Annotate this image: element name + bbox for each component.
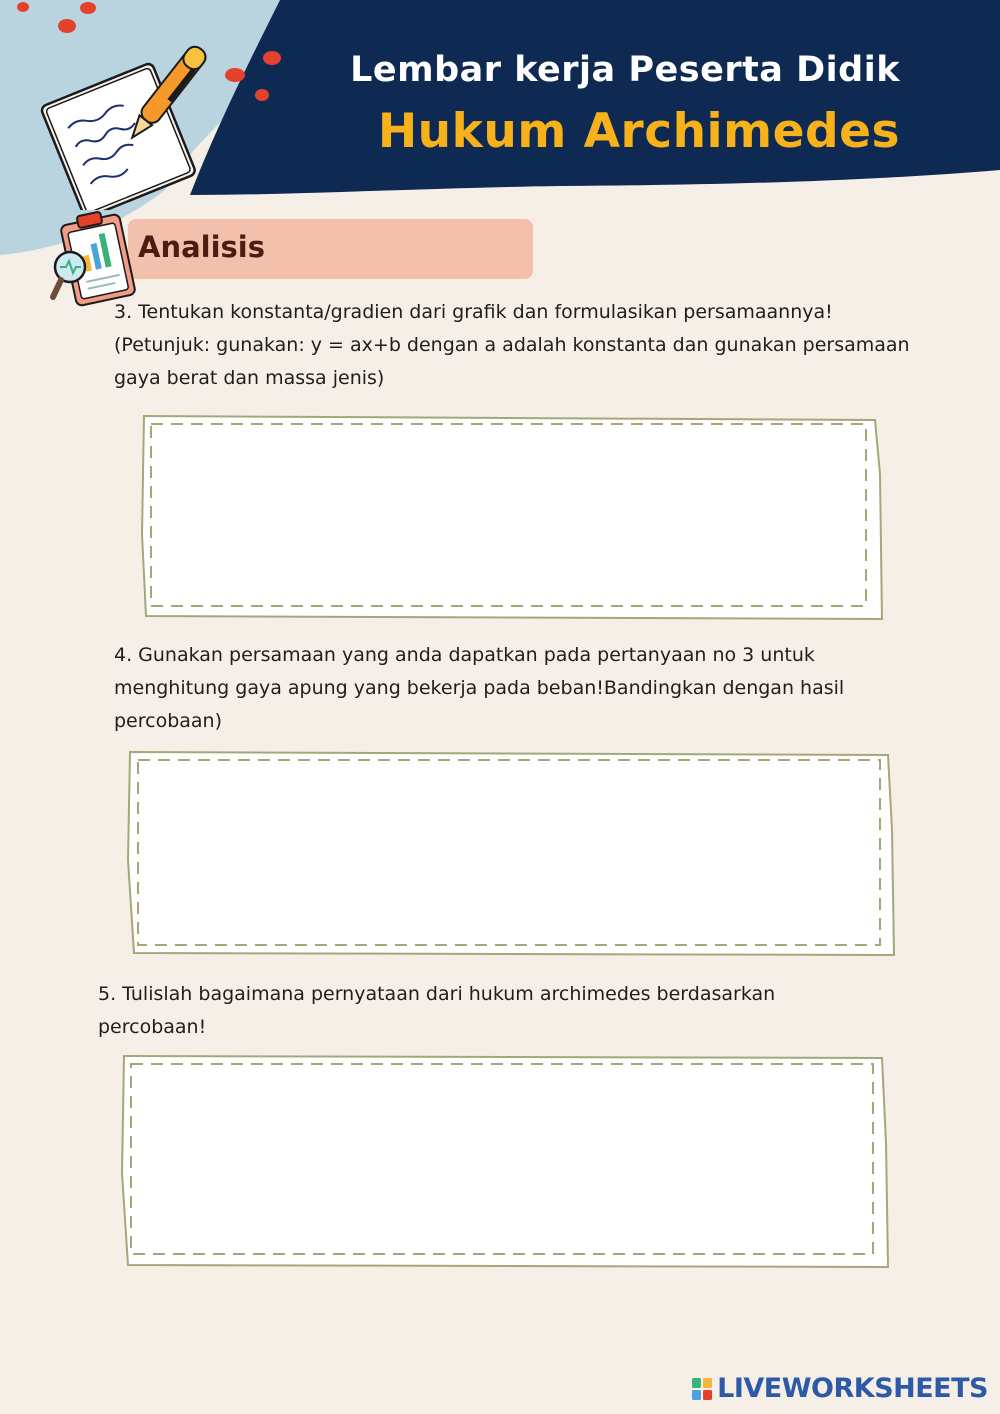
answer-box-4[interactable]: [126, 750, 898, 960]
question-text-line: (Petunjuk: gunakan: y = ax+b dengan a adalah konstanta dan gunakan persamaan: [114, 334, 910, 356]
answer-box-5[interactable]: [120, 1053, 890, 1273]
question-4: [114, 639, 844, 738]
page-subtitle: Hukum Archimedes: [377, 104, 900, 159]
question-3: [114, 296, 910, 395]
answer-box-3[interactable]: [140, 414, 885, 624]
question-text-line: percobaan!: [98, 1016, 207, 1038]
liveworksheets-logo-icon: [691, 1376, 713, 1402]
question-text-line: menghitung gaya apung yang bekerja pada beban!Bandingkan dengan hasil: [114, 677, 845, 699]
liveworksheets-brand: [691, 1373, 988, 1404]
question-text-line: percobaan): [114, 710, 223, 732]
page-title: Lembar kerja Peserta Didik: [350, 50, 900, 90]
question-text-line: gaya berat dan massa jenis): [114, 367, 385, 389]
notebook-icon: [22, 20, 222, 210]
question-text-line: 3. Tentukan konstanta/gradien dari grafik dan formulasikan persamaannya!: [114, 301, 833, 323]
brand-name: LIVEWORKSHEETS: [717, 1373, 988, 1404]
section-title: Analisis: [138, 230, 266, 264]
question-5: [98, 978, 775, 1044]
question-text-line: 5. Tulislah bagaimana pernyataan dari hukum archimedes berdasarkan: [98, 983, 776, 1005]
question-text-line: 4. Gunakan persamaan yang anda dapatkan pada pertanyaan no 3 untuk: [114, 644, 815, 666]
